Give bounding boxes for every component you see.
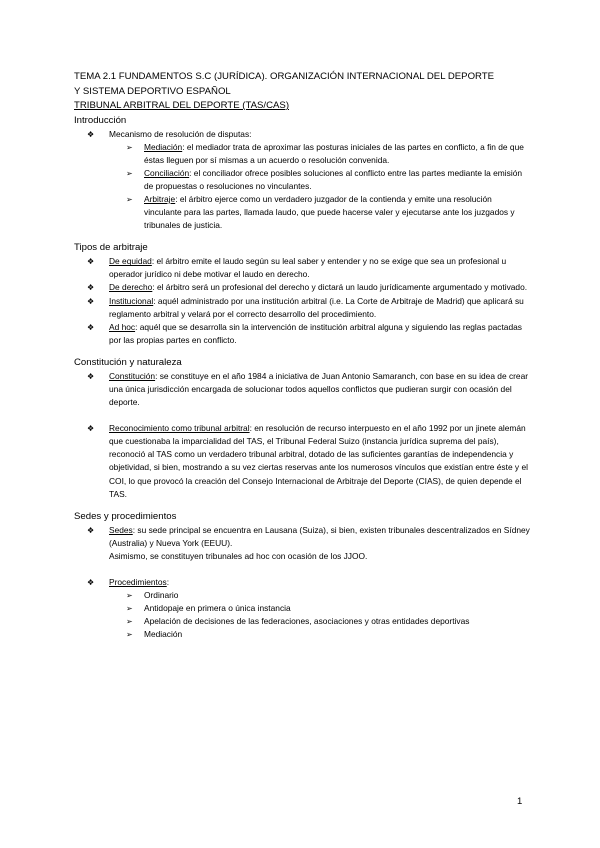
list-item: ❖ Ad hoc: aquél que se desarrolla sin la intervención de institución arbitral alguna y siguiendo las reglas pactadas por las propias partes en conflicto. bbox=[87, 321, 522, 345]
list-item: ❖ Institucional: aquél administrado por una institución arbitral (i.e. La Corte de Arbitraje de Madrid) que aplicará su reglamento arbitral y velará por el correcto desarrollo del procedimiento. bbox=[87, 295, 524, 319]
list-item: ➢ Antidopaje en primera o única instancia bbox=[74, 602, 530, 615]
doc-title bbox=[74, 70, 530, 114]
diamond-bullet-icon: ❖ bbox=[87, 257, 95, 267]
arrow-bullet-icon: ➢ bbox=[126, 617, 133, 627]
diamond-bullet-icon: ❖ bbox=[87, 129, 95, 139]
list-item: ❖ Constitución: se constituye en el año 1984 a iniciativa de Juan Antonio Samaranch, con base en su idea de crear una única jurisdicción encargada de solucionar todos aquellos conflictos que pudieran surgir con ocasión del deporte. bbox=[87, 370, 529, 408]
subtitle: TRIBUNAL ARBITRAL DEL DEPORTE (TAS/CAS) bbox=[74, 100, 290, 111]
page-number: 1 bbox=[517, 796, 523, 807]
arrow-bullet-icon: ➢ bbox=[126, 591, 133, 601]
diamond-bullet-icon: ❖ bbox=[87, 525, 95, 535]
list-item: ❖ Reconocimiento como tribunal arbitral: en resolución de recurso interpuesto en el año 1992 por un jinete alemán que cuestionaba la imparcialidad del TAS, el Tribunal Federal Suizo (instancia jurídica suprema del país), reconoció al TAS como un verdadero tribunal arbitral, dotado de las suficientes garantías de independencia y objetividad, si bien, mostrando a su vez ciertas reservas ante los numerosos vínculos que existían entre éste y el COI, lo que provocó la creación del Consejo Internacional de Arbitraje del Deporte (CIAS), de quien depende el TAS. bbox=[87, 423, 528, 499]
list-item: ❖ Procedimientos: bbox=[74, 576, 530, 589]
list-item: ➢ Arbitraje: el árbitro ejerce como un verdadero juzgador de la contienda y emite una resolución vinculante para las partes, llamada laudo, que puede hacerse valer y ejecutarse ante los juzgados y tribunales de justicia. bbox=[126, 193, 515, 231]
list-item: ➢ Apelación de decisiones de las federaciones, asociaciones y otras entidades deportivas bbox=[74, 615, 530, 628]
title-line-2: Y SISTEMA DEPORTIVO ESPAÑOL bbox=[74, 85, 231, 97]
document-page bbox=[74, 70, 530, 642]
diamond-bullet-icon: ❖ bbox=[87, 424, 95, 434]
list-item: ❖ Mecanismo de resolución de disputas: bbox=[74, 128, 530, 141]
list-item: ❖ De equidad: el árbitro emite el laudo según su leal saber y entender y no se exige que sea un profesional u operador jurídico ni debe motivar el laudo en derecho. bbox=[87, 256, 507, 280]
heading-sedes: Sedes y procedimientos bbox=[74, 510, 177, 522]
arrow-bullet-icon: ➢ bbox=[126, 194, 133, 204]
list-item: ➢ Conciliación: el conciliador ofrece posibles soluciones al conflicto entre las partes mediante la emisión de propuestas o resoluciones no vinculantes. bbox=[126, 167, 523, 191]
list-item: ❖ De derecho: el árbitro será un profesional del derecho y dictará un laudo jurídicamente argumentado y motivado. bbox=[74, 281, 530, 294]
list-item: ❖ Sedes: su sede principal se encuentra en Lausana (Suiza), si bien, existen tribunales descentralizados en Sídney (Australia) y Nueva York (EEUU). Asimismo, se constituyen tribunales ad hoc con ocasión de los JJOO. bbox=[87, 524, 530, 561]
list-item: ➢ Ordinario bbox=[74, 589, 530, 602]
arrow-bullet-icon: ➢ bbox=[126, 142, 133, 152]
arrow-bullet-icon: ➢ bbox=[126, 630, 133, 640]
arrow-bullet-icon: ➢ bbox=[126, 168, 133, 178]
diamond-bullet-icon: ❖ bbox=[87, 322, 95, 332]
diamond-bullet-icon: ❖ bbox=[87, 296, 95, 306]
list-item: ➢ Mediación: el mediador trata de aproximar las posturas iniciales de las partes en conflicto, a fin de que éstas lleguen por sí mismas a un acuerdo o resolución convenida. bbox=[126, 141, 524, 165]
diamond-bullet-icon: ❖ bbox=[87, 578, 95, 588]
arrow-bullet-icon: ➢ bbox=[126, 604, 133, 614]
heading-constitucion: Constitución y naturaleza bbox=[74, 356, 182, 368]
heading-introduccion: Introducción bbox=[74, 114, 127, 126]
list-item: ➢ Mediación bbox=[74, 628, 530, 641]
title-line-1: TEMA 2.1 FUNDAMENTOS S.C (JURÍDICA). ORGANIZACIÓN INTERNACIONAL DEL DEPORTE bbox=[74, 71, 495, 82]
heading-tipos: Tipos de arbitraje bbox=[74, 242, 148, 254]
diamond-bullet-icon: ❖ bbox=[87, 283, 95, 293]
diamond-bullet-icon: ❖ bbox=[87, 371, 95, 381]
